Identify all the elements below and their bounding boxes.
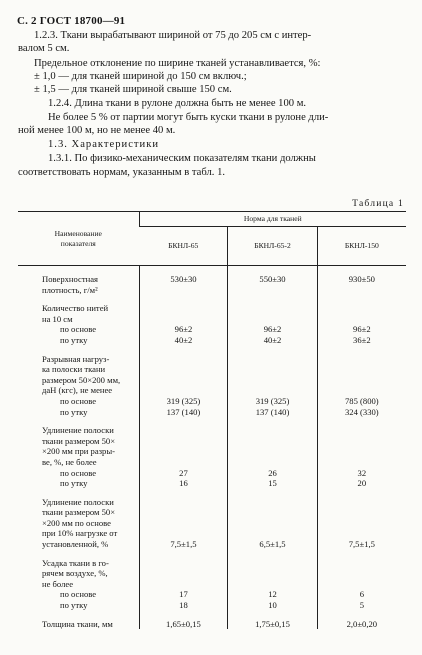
value-line [228,507,316,518]
value-line [318,446,406,457]
value-line [318,436,406,447]
para-3: 1.2.4. Длина ткани в рулоне должна быть не менее 100 м. [48,98,307,109]
value-cell [317,558,406,611]
value-line [140,457,228,468]
value-line [228,425,316,436]
value-line: 6,5±1,5 [259,539,286,550]
model-header: БКНЛ-65-2 [228,227,317,266]
value-line [318,507,406,518]
value-line: 2,0±0,20 [346,618,378,629]
param-label [18,619,139,630]
section-heading: 1.3. Характеристики [48,139,160,150]
value-line [140,579,228,590]
value-line [140,425,228,436]
value-cell [228,558,317,611]
param-label-line: по утку [60,600,88,611]
param-label-line: Усадка ткани в го- [42,557,109,568]
value-line: 319 (325) [166,395,201,406]
param-label-line: на 10 см [42,313,73,324]
value-line: 324 (330) [345,406,379,417]
value-line [318,497,406,508]
table-caption: Таблица 1 [352,198,404,209]
param-label-line: плотность, г/м² [42,284,98,295]
value-line: 7,5±1,5 [348,539,375,550]
value-line [228,457,316,468]
param-label [18,303,139,345]
value-line: 96±2 [353,324,371,335]
value-line [318,303,406,314]
value-line [318,314,406,325]
row-spacer [18,295,406,303]
value-line [140,385,228,396]
value-line: 32 [357,467,367,478]
value-line [228,354,316,365]
param-label-line: по основе [60,589,97,600]
value-line [140,303,228,314]
row-spacer [18,417,406,425]
param-label-line: Количество нитей [42,303,109,314]
param-label [18,497,139,550]
value-cell [139,558,228,611]
value-line: 40±2 [263,334,282,345]
para-2-line-2: ± 1,0 — для тканей шириной до 150 см включ.; [34,71,247,82]
para-1-line-1: 1.2.3. Ткани вырабатывают шириной от 75 до 205 см с интер- [34,30,312,41]
value-line [140,528,228,539]
table-row [18,354,406,418]
value-line: 550±30 [259,274,286,284]
param-label-line: Удлинение полоски [42,425,114,436]
param-label-line: не более [42,578,74,589]
param-label-line: Поверхностная [42,274,98,284]
value-line: 7,5±1,5 [170,539,197,550]
value-line [318,364,406,375]
value-line [318,375,406,386]
value-line [318,518,406,529]
param-label-line: по утку [60,334,88,345]
table-body [18,266,406,630]
value-line [228,518,316,529]
value-cell [139,619,228,630]
value-line: 40±2 [174,334,193,345]
param-label-line: ве, %, не более [42,456,97,467]
value-line: 96±2 [174,324,193,335]
param-column-header: Наименование показателя [18,212,139,266]
value-line [318,579,406,590]
value-line: 1,75±0,15 [255,618,290,629]
value-line [228,364,316,375]
row-spacer [18,346,406,354]
value-line [140,558,228,569]
model-header: БКНЛ-65 [139,227,228,266]
param-label [18,558,139,611]
param-label-line: при 10% нагрузке от [42,528,118,539]
value-line: 930±50 [348,274,375,284]
value-line [228,579,316,590]
param-label-line: Толщина ткани, мм [42,618,113,629]
value-line [228,436,316,447]
value-line [228,303,316,314]
row-spacer [18,550,406,558]
param-label-line: по основе [60,395,97,406]
value-line: 36±2 [353,334,371,345]
para-6-line-2: соответствовать нормам, указанным в табл. 1. [18,167,226,178]
value-line: 1,65±0,15 [166,618,201,629]
value-cell [228,619,317,630]
value-line: 137 (140) [255,406,290,417]
value-line [140,568,228,579]
value-cell [139,425,228,489]
para-6-line-1: 1.3.1. По физико-механическим показателям ткани должны [48,153,316,164]
table-row [18,274,406,295]
row-spacer [18,611,406,619]
value-line [228,385,316,396]
value-line [140,436,228,447]
table-row [18,558,406,611]
value-cell [228,303,317,345]
value-line [140,354,228,365]
value-line [228,528,316,539]
value-line [228,314,316,325]
value-line: 17 [179,589,188,600]
param-label-line: размером 50×200 мм, [42,374,121,385]
param-label [18,274,139,295]
value-line [318,385,406,396]
value-line [228,446,316,457]
row-spacer [18,489,406,497]
table-row [18,303,406,345]
para-4-line-2: ной менее 100 м, но не менее 40 м. [18,125,176,136]
value-line: 10 [268,600,277,611]
value-cell [317,303,406,345]
value-line [228,568,316,579]
param-label-line: по утку [60,406,88,417]
value-line [318,558,406,569]
value-line [228,497,316,508]
value-cell [228,425,317,489]
value-cell [139,497,228,550]
param-label-line: ×200 мм по основе [42,517,111,528]
value-line: 26 [268,467,277,478]
value-cell [317,497,406,550]
value-line [318,425,406,436]
value-cell [317,274,406,295]
value-cell [139,303,228,345]
para-2-line-1: Предельное отклонение по ширине тканей устанавливается, %: [34,58,321,69]
param-label-line: ×200 мм при разры- [42,446,115,457]
value-line: 27 [179,467,188,478]
value-line: 137 (140) [166,406,201,417]
param-label [18,354,139,418]
page-header: С. 2 ГОСТ 18700—91 [17,15,126,27]
row-spacer [18,266,406,275]
value-line [228,375,316,386]
param-label-line: установленной, % [42,539,109,550]
value-line: 96±2 [263,324,282,335]
value-line: 5 [359,600,364,611]
param-label [18,425,139,489]
value-line: 20 [357,478,367,489]
norm-column-header: Норма для тканей [139,212,406,227]
value-cell [317,425,406,489]
value-line [140,518,228,529]
value-line: 18 [179,600,188,611]
model-header: БКНЛ-150 [317,227,406,266]
param-label-line: даН (кгс), не менее [42,385,113,396]
value-line [318,528,406,539]
value-cell [139,274,228,295]
value-line [318,354,406,365]
value-line [140,364,228,375]
value-line: 6 [359,589,364,600]
para-4-line-1: Не более 5 % от партии могут быть куски ткани в рулоне дли- [48,112,329,123]
value-line: 319 (325) [255,395,290,406]
param-label-line: Удлинение полоски [42,496,114,507]
param-label-line: ткани размером 50× [42,435,116,446]
param-label-line: по основе [60,324,97,335]
value-line [140,375,228,386]
value-cell [317,619,406,630]
value-cell [228,497,317,550]
value-line: 15 [268,478,277,489]
param-label-line: по утку [60,478,88,489]
table-row [18,425,406,489]
value-line [140,507,228,518]
value-cell [317,354,406,418]
specs-table [18,211,406,629]
value-line [140,446,228,457]
value-line: 785 (800) [345,395,379,406]
para-2-line-3: ± 1,5 — для тканей шириной свыше 150 см. [34,84,232,95]
param-label-line: ка полоски ткани [42,364,106,375]
value-line [318,568,406,579]
value-cell [228,354,317,418]
value-cell [228,274,317,295]
param-label-line: по основе [60,467,97,478]
value-line [140,497,228,508]
value-line: 16 [179,478,188,489]
value-line: 530±30 [170,274,197,284]
value-line [228,558,316,569]
param-label-line: рячем воздухе, %, [42,568,108,579]
value-cell [139,354,228,418]
para-1-line-2: валом 5 см. [18,43,70,54]
table-row [18,497,406,550]
param-label-line: Разрывная нагруз- [42,353,110,364]
value-line [318,457,406,468]
value-line: 12 [268,589,277,600]
value-line [140,314,228,325]
table-row [18,619,406,630]
param-label-line: ткани размером 50× [42,507,116,518]
